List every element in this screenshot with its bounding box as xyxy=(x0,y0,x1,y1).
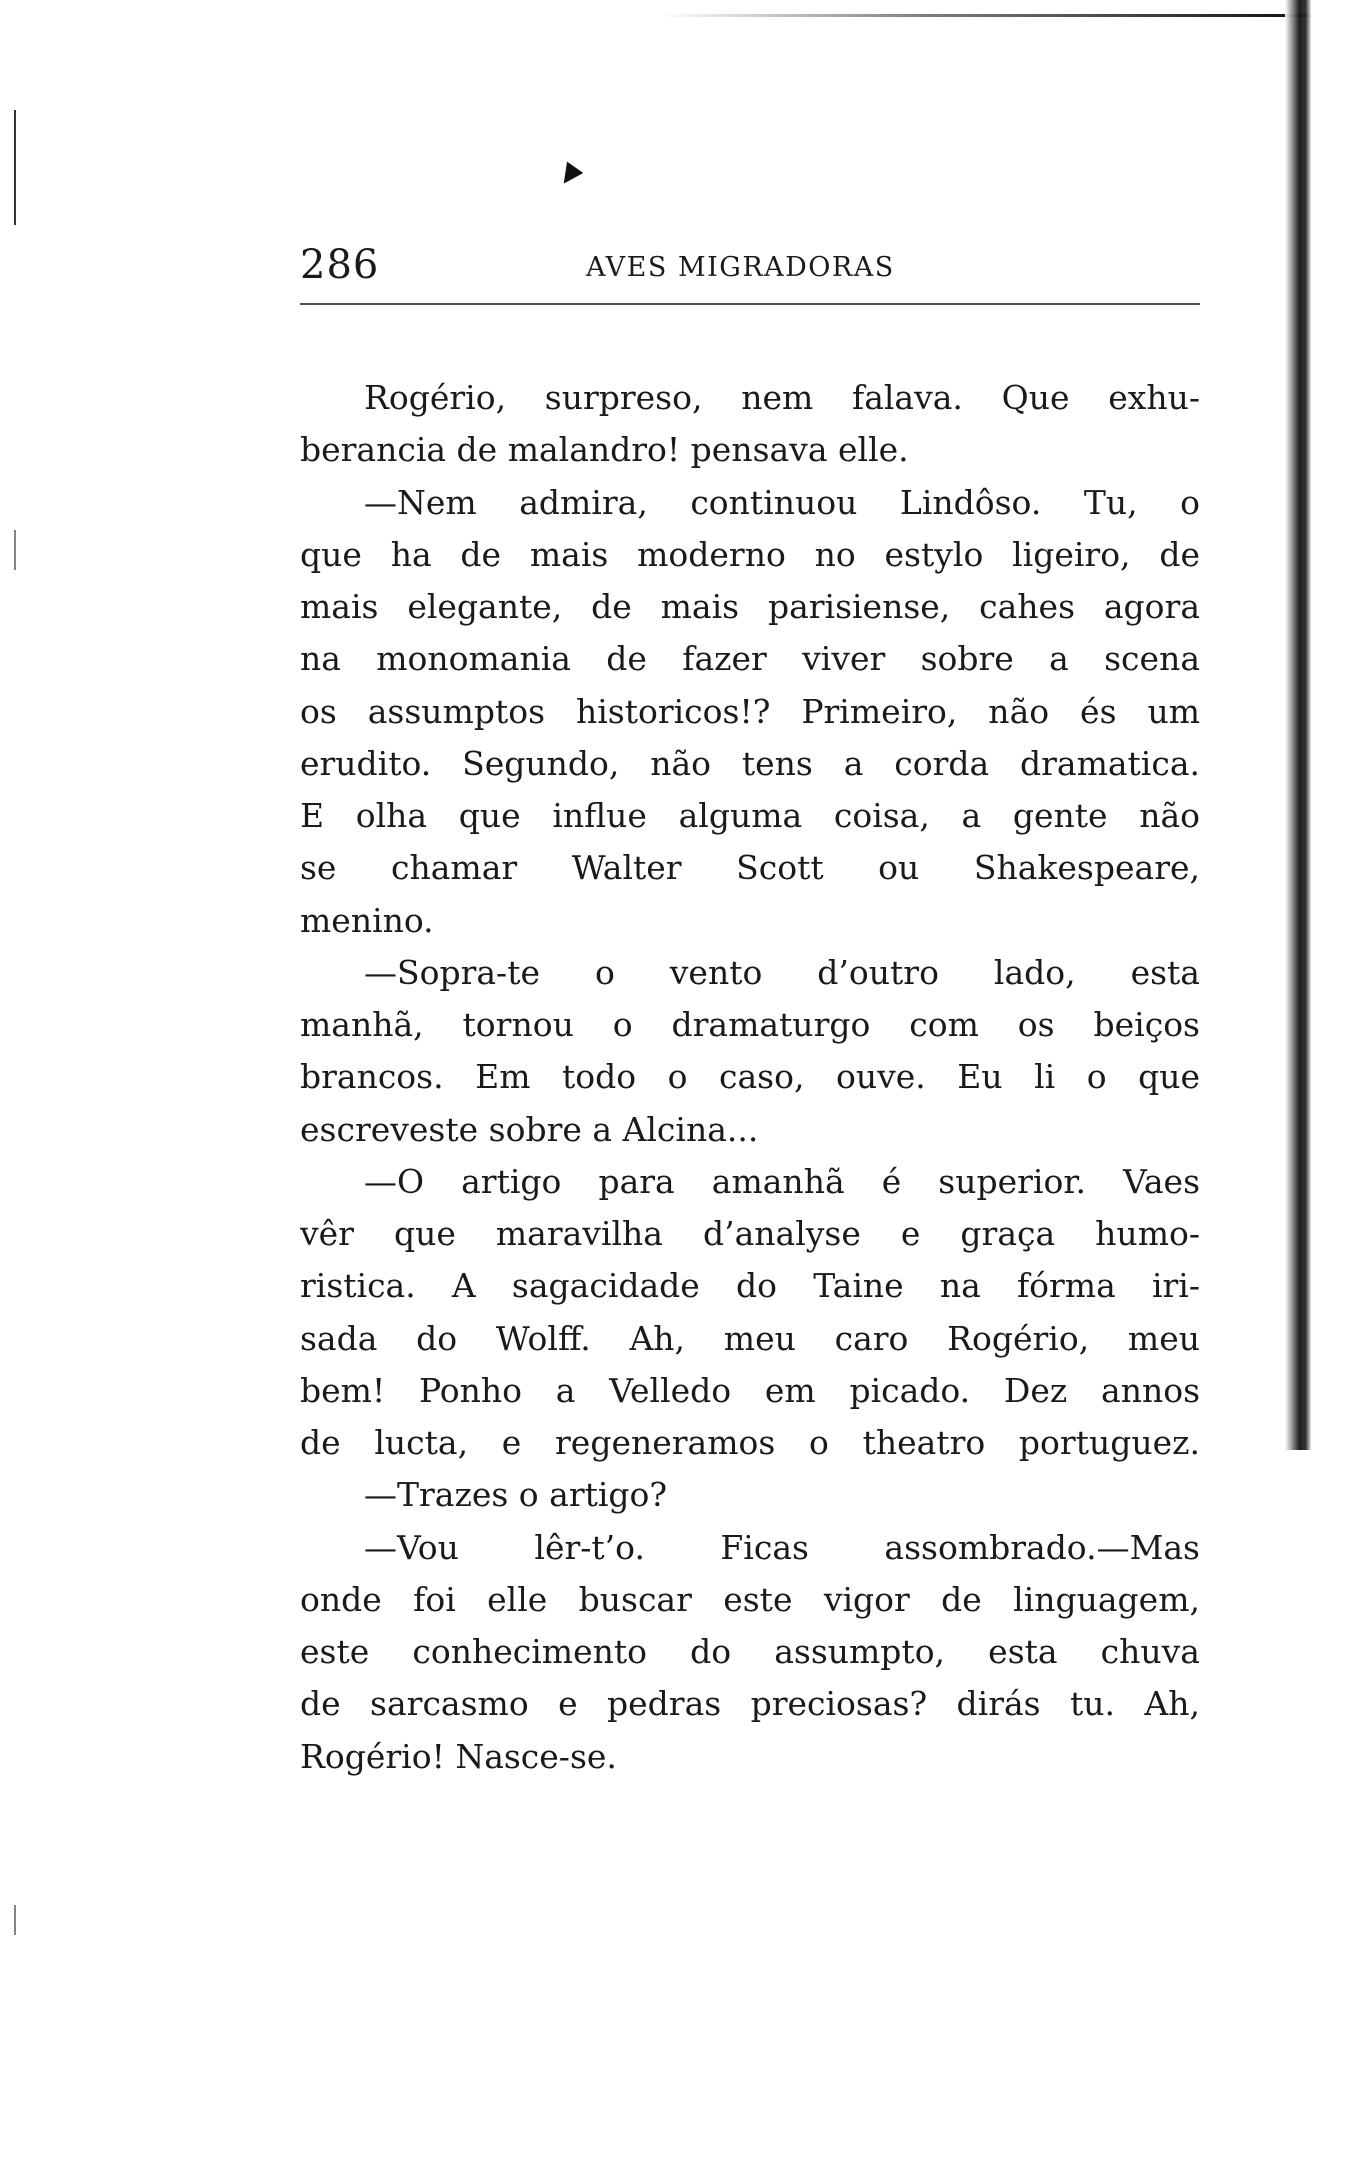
text-line: Rogério! Nasce-se. xyxy=(300,1736,617,1776)
text-line: onde foi elle buscar este vigor de linguagem, xyxy=(300,1579,1200,1619)
text-line: Rogério, surpreso, nem falava. Que exhu- xyxy=(364,378,1200,417)
binding-shadow xyxy=(1285,0,1311,1450)
text-line: manhã, tornou o dramaturgo com os beiços xyxy=(300,1005,1200,1044)
text-line: mais elegante, de mais parisiense, cahes agora xyxy=(300,587,1200,626)
text-line: vêr que maravilha d’analyse e graça humo- xyxy=(300,1214,1200,1253)
margin-mark xyxy=(14,1905,16,1935)
text-line: —Nem admira, continuou Lindôso. Tu, o xyxy=(364,482,1200,522)
text-line: bem! Ponho a Velledo em picado. Dez annos xyxy=(300,1370,1200,1410)
running-title: AVES MIGRADORAS xyxy=(586,252,895,283)
text-line: —Vou lêr-t’o. Ficas assombrado.—Mas xyxy=(364,1527,1200,1567)
text-line: brancos. Em todo o caso, ouve. Eu li o que xyxy=(300,1057,1200,1097)
text-line: escreveste sobre a Alcina... xyxy=(300,1109,759,1149)
body-text xyxy=(300,372,1200,1783)
text-line: de sarcasmo e pedras preciosas? dirás tu. Ah, xyxy=(300,1684,1200,1724)
text-line: sada do Wolff. Ah, meu caro Rogério, meu xyxy=(300,1318,1200,1358)
text-line: de lucta, e regeneramos o theatro portuguez. xyxy=(300,1423,1200,1462)
text-line: menino. xyxy=(300,900,434,940)
text-line: na monomania de fazer viver sobre a scena xyxy=(300,639,1200,679)
text-line: —O artigo para amanhã é superior. Vaes xyxy=(364,1161,1200,1201)
text-line: berancia de malandro! pensava elle. xyxy=(300,430,909,470)
margin-mark xyxy=(14,530,16,570)
text-line: que ha de mais moderno no estylo ligeiro, de xyxy=(300,534,1200,574)
page-number: 286 xyxy=(300,242,380,288)
text-line: erudito. Segundo, não tens a corda dramatica. xyxy=(300,743,1200,783)
page-header xyxy=(300,240,1200,300)
text-line: ristica. A sagacidade do Taine na fórma iri- xyxy=(300,1266,1200,1306)
text-line: este conhecimento do assumpto, esta chuva xyxy=(300,1632,1200,1671)
text-line: se chamar Walter Scott ou Shakespeare, xyxy=(300,848,1200,888)
text-line: E olha que influe alguma coisa, a gente não xyxy=(300,796,1200,835)
margin-mark xyxy=(14,110,16,225)
ink-blot: ▼ xyxy=(553,156,587,193)
header-rule xyxy=(300,303,1200,305)
text-line: os assumptos historicos!? Primeiro, não és um xyxy=(300,691,1200,731)
text-line: —Trazes o artigo? xyxy=(364,1475,668,1515)
binding-shadow-top xyxy=(660,14,1310,17)
text-line: —Sopra-te o vento d’outro lado, esta xyxy=(364,952,1200,992)
